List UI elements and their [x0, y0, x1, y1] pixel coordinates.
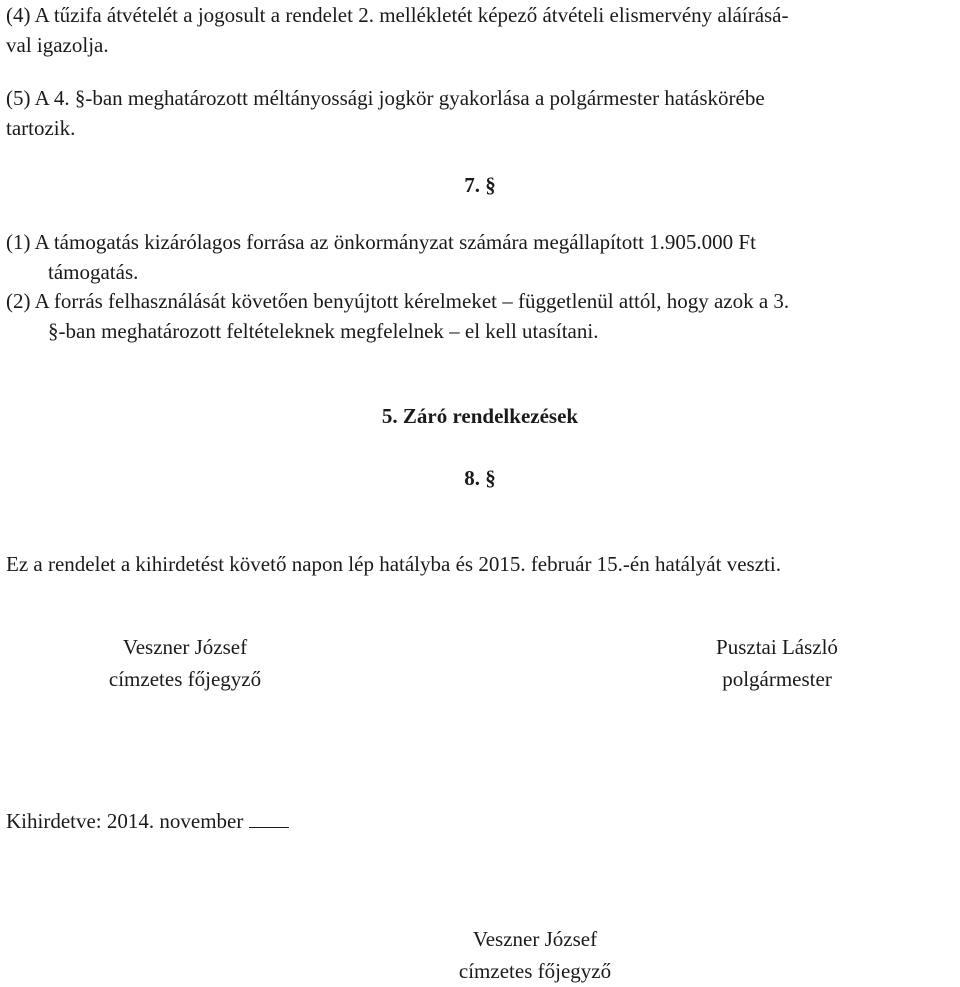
chapter-5-title: 5. Záró rendelkezések [381, 404, 579, 428]
promulgation-signature [415, 923, 655, 987]
paragraph-6-5-line1: (5) A 4. §-ban meghatározott méltányossági jogkör gyakorlása a polgármester hatáskörébe [6, 86, 765, 110]
paragraph-6-4-line2: val igazolja. [6, 33, 109, 57]
signature-left [60, 631, 310, 695]
paragraph-7-1-line1: (1) A támogatás kizárólagos forrása az önkormányzat számára megállapított 1.905.000 Ft [6, 230, 756, 254]
signature-left-name: Veszner József [122, 635, 248, 659]
promulgation-line [6, 806, 289, 836]
promulgation-signer-name: Veszner József [472, 927, 598, 951]
promulgation-signer-title: címzetes főjegyző [458, 959, 612, 983]
signature-right [652, 631, 902, 695]
promulgation-label: Kihirdetve: 2014. november [6, 809, 244, 833]
paragraph-6-5-line2: tartozik. [6, 116, 76, 140]
signature-right-name: Pusztai László [716, 635, 838, 659]
section-7-heading: 7. § [464, 173, 496, 197]
signature-right-title: polgármester [722, 667, 832, 691]
date-blank [249, 809, 289, 828]
paragraph-7-2-line2: §-ban meghatározott feltételeknek megfelelnek – el kell utasítani. [48, 319, 599, 343]
signature-left-title: címzetes főjegyző [108, 667, 262, 691]
paragraph-7-2-line1: (2) A forrás felhasználását követően benyújtott kérelmeket – függetlenül attól, hogy azok a 3. [6, 289, 790, 313]
section-8-text: Ez a rendelet a kihirdetést követő napon lép hatályba és 2015. február 15.-én hatályát veszti. [6, 552, 781, 576]
section-8-heading: 8. § [464, 466, 496, 490]
paragraph-7-1-line2: támogatás. [48, 260, 139, 284]
paragraph-6-4-line1: (4) A tűzifa átvételét a jogosult a rendelet 2. mellékletét képező átvételi elismervény aláírásá- [6, 3, 789, 27]
